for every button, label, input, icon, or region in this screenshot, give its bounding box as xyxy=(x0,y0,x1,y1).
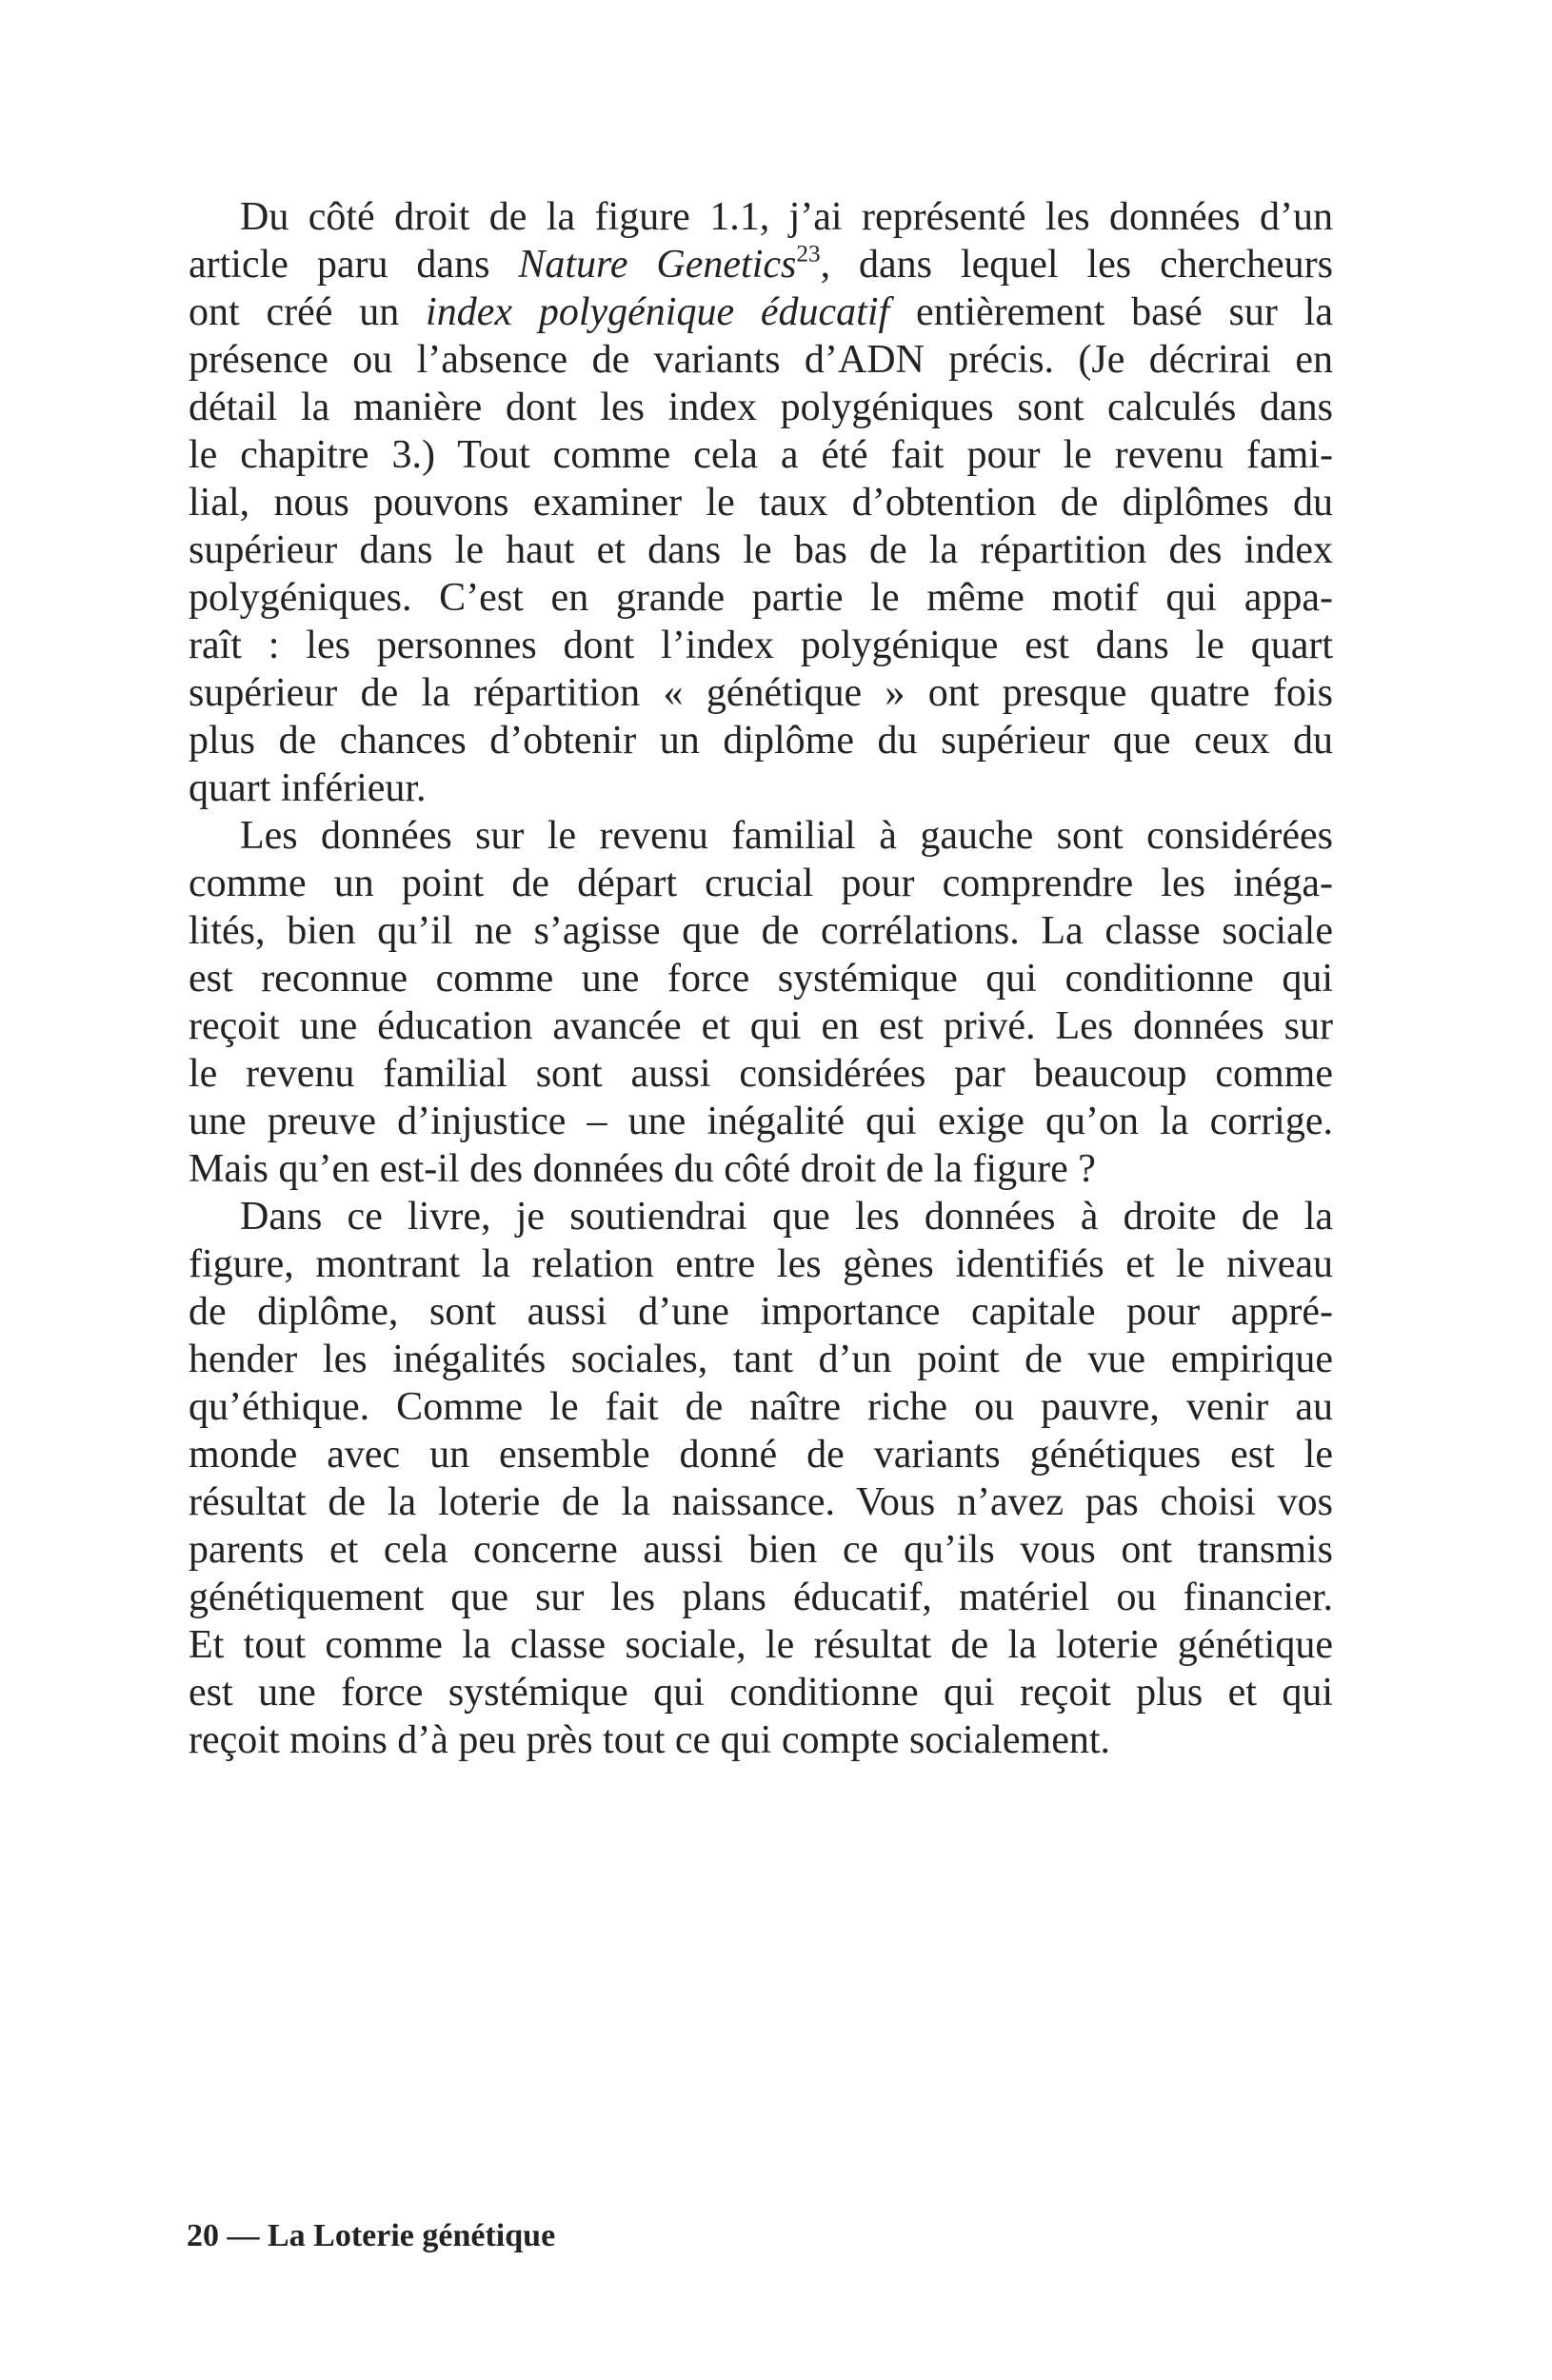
text-line xyxy=(189,1478,1333,1526)
text-line xyxy=(189,384,1333,431)
paragraph xyxy=(189,812,1333,1193)
text-line xyxy=(189,1098,1333,1145)
italic-text: index polygénique éducatif xyxy=(426,290,890,334)
text-line xyxy=(189,1336,1333,1383)
text-line xyxy=(189,717,1333,764)
text-line xyxy=(189,955,1333,1002)
text-run: reçoit moins d’à peu près tout ce qui compte socialement. xyxy=(189,1718,1111,1762)
footer-separator: — xyxy=(227,2218,260,2253)
text-line xyxy=(189,1288,1333,1336)
footnote-ref: 23 xyxy=(796,241,821,268)
text-run: monde avec un ensemble donné de variants génétiques est le xyxy=(189,1433,1333,1477)
text-line xyxy=(189,336,1333,384)
text-line xyxy=(189,1716,1333,1764)
text-line xyxy=(189,1526,1333,1574)
text-run: raît : les personnes dont l’index polygénique est dans le quart xyxy=(189,624,1333,667)
text-run: supérieur de la répartition « génétique » ont presque quatre fois xyxy=(189,671,1333,715)
text-run: supérieur dans le haut et dans le bas de la répartition des index xyxy=(189,528,1333,572)
text-run: Les données sur le revenu familial à gauche sont considérées xyxy=(240,814,1333,858)
text-line xyxy=(189,526,1333,574)
text-run: est une force systémique qui conditionne qui reçoit plus et qui xyxy=(189,1671,1333,1715)
text-line xyxy=(189,1383,1333,1431)
text-run: le revenu familial sont aussi considérées par beaucoup comme xyxy=(189,1052,1333,1096)
italic-text: Nature Genetics xyxy=(518,243,797,287)
text-line xyxy=(189,574,1333,622)
text-line xyxy=(189,1193,1333,1240)
text-run: ont créé un xyxy=(189,290,427,334)
text-line xyxy=(189,241,1333,288)
text-run: comme un point de départ crucial pour comprendre les inéga- xyxy=(189,862,1333,905)
text-run: présence ou l’absence de variants d’ADN précis. (Je décrirai en xyxy=(189,338,1333,382)
text-run: lités, bien qu’il ne s’agisse que de corrélations. La classe sociale xyxy=(189,909,1333,953)
text-run: plus de chances d’obtenir un diplôme du supérieur que ceux du xyxy=(189,719,1333,763)
text-line xyxy=(189,479,1333,526)
text-line xyxy=(189,1431,1333,1478)
text-run: lial, nous pouvons examiner le taux d’obtention de diplômes du xyxy=(189,481,1333,525)
text-run: hender les inégalités sociales, tant d’un point de vue empirique xyxy=(189,1338,1333,1381)
text-run: figure, montrant la relation entre les gènes identifiés et le niveau xyxy=(189,1242,1333,1286)
text-run: quart inférieur. xyxy=(189,766,427,810)
text-run: parents et cela concerne aussi bien ce qu’ils vous ont transmis xyxy=(189,1528,1333,1572)
text-run: de diplôme, sont aussi d’une importance capitale pour appré- xyxy=(189,1290,1333,1334)
text-run: article paru dans xyxy=(189,243,519,287)
paragraph xyxy=(189,1193,1333,1764)
text-line xyxy=(189,193,1333,241)
text-run: une preuve d’injustice – une inégalité qui exige qu’on la corrige. xyxy=(189,1100,1333,1143)
text-run: reçoit une éducation avancée et qui en est privé. Les données sur xyxy=(189,1004,1333,1048)
text-line xyxy=(189,1669,1333,1716)
text-line xyxy=(189,1621,1333,1669)
text-line xyxy=(189,1574,1333,1621)
text-run: Du côté droit de la figure 1.1, j’ai représenté les données d’un xyxy=(240,195,1333,239)
text-run: qu’éthique. Comme le fait de naître riche ou pauvre, venir au xyxy=(189,1385,1333,1429)
text-run: le chapitre 3.) Tout comme cela a été fait pour le revenu fami- xyxy=(189,433,1333,477)
text-run: polygéniques. C’est en grande partie le même motif qui appa- xyxy=(189,576,1333,620)
text-line xyxy=(189,860,1333,907)
text-line xyxy=(189,1240,1333,1288)
text-line xyxy=(189,431,1333,479)
text-line xyxy=(189,764,1333,812)
text-run: Dans ce livre, je soutiendrai que les données à droite de la xyxy=(240,1195,1333,1239)
text-run: détail la manière dont les index polygéniques sont calculés dans xyxy=(189,386,1333,429)
text-run: Et tout comme la classe sociale, le résultat de la loterie génétique xyxy=(189,1623,1333,1667)
text-line xyxy=(189,907,1333,955)
text-line xyxy=(189,622,1333,669)
text-line xyxy=(189,1145,1333,1193)
text-line xyxy=(189,669,1333,717)
page-footer xyxy=(187,2218,555,2254)
text-run: génétiquement que sur les plans éducatif, matériel ou financier. xyxy=(189,1576,1333,1619)
text-line xyxy=(189,288,1333,336)
text-line xyxy=(189,1002,1333,1050)
text-run: Mais qu’en est-il des données du côté droit de la figure ? xyxy=(189,1147,1096,1191)
paragraph xyxy=(189,193,1333,812)
text-run: résultat de la loterie de la naissance. Vous n’avez pas choisi vos xyxy=(189,1480,1333,1524)
text-run: est reconnue comme une force systémique qui conditionne qui xyxy=(189,957,1333,1001)
text-run: , dans lequel les chercheurs xyxy=(820,243,1333,287)
body-text xyxy=(189,193,1333,1764)
text-run: entièrement basé sur la xyxy=(889,290,1333,334)
running-title: La Loterie génétique xyxy=(268,2218,556,2253)
text-line xyxy=(189,812,1333,860)
page-number: 20 xyxy=(187,2218,219,2253)
text-line xyxy=(189,1050,1333,1098)
